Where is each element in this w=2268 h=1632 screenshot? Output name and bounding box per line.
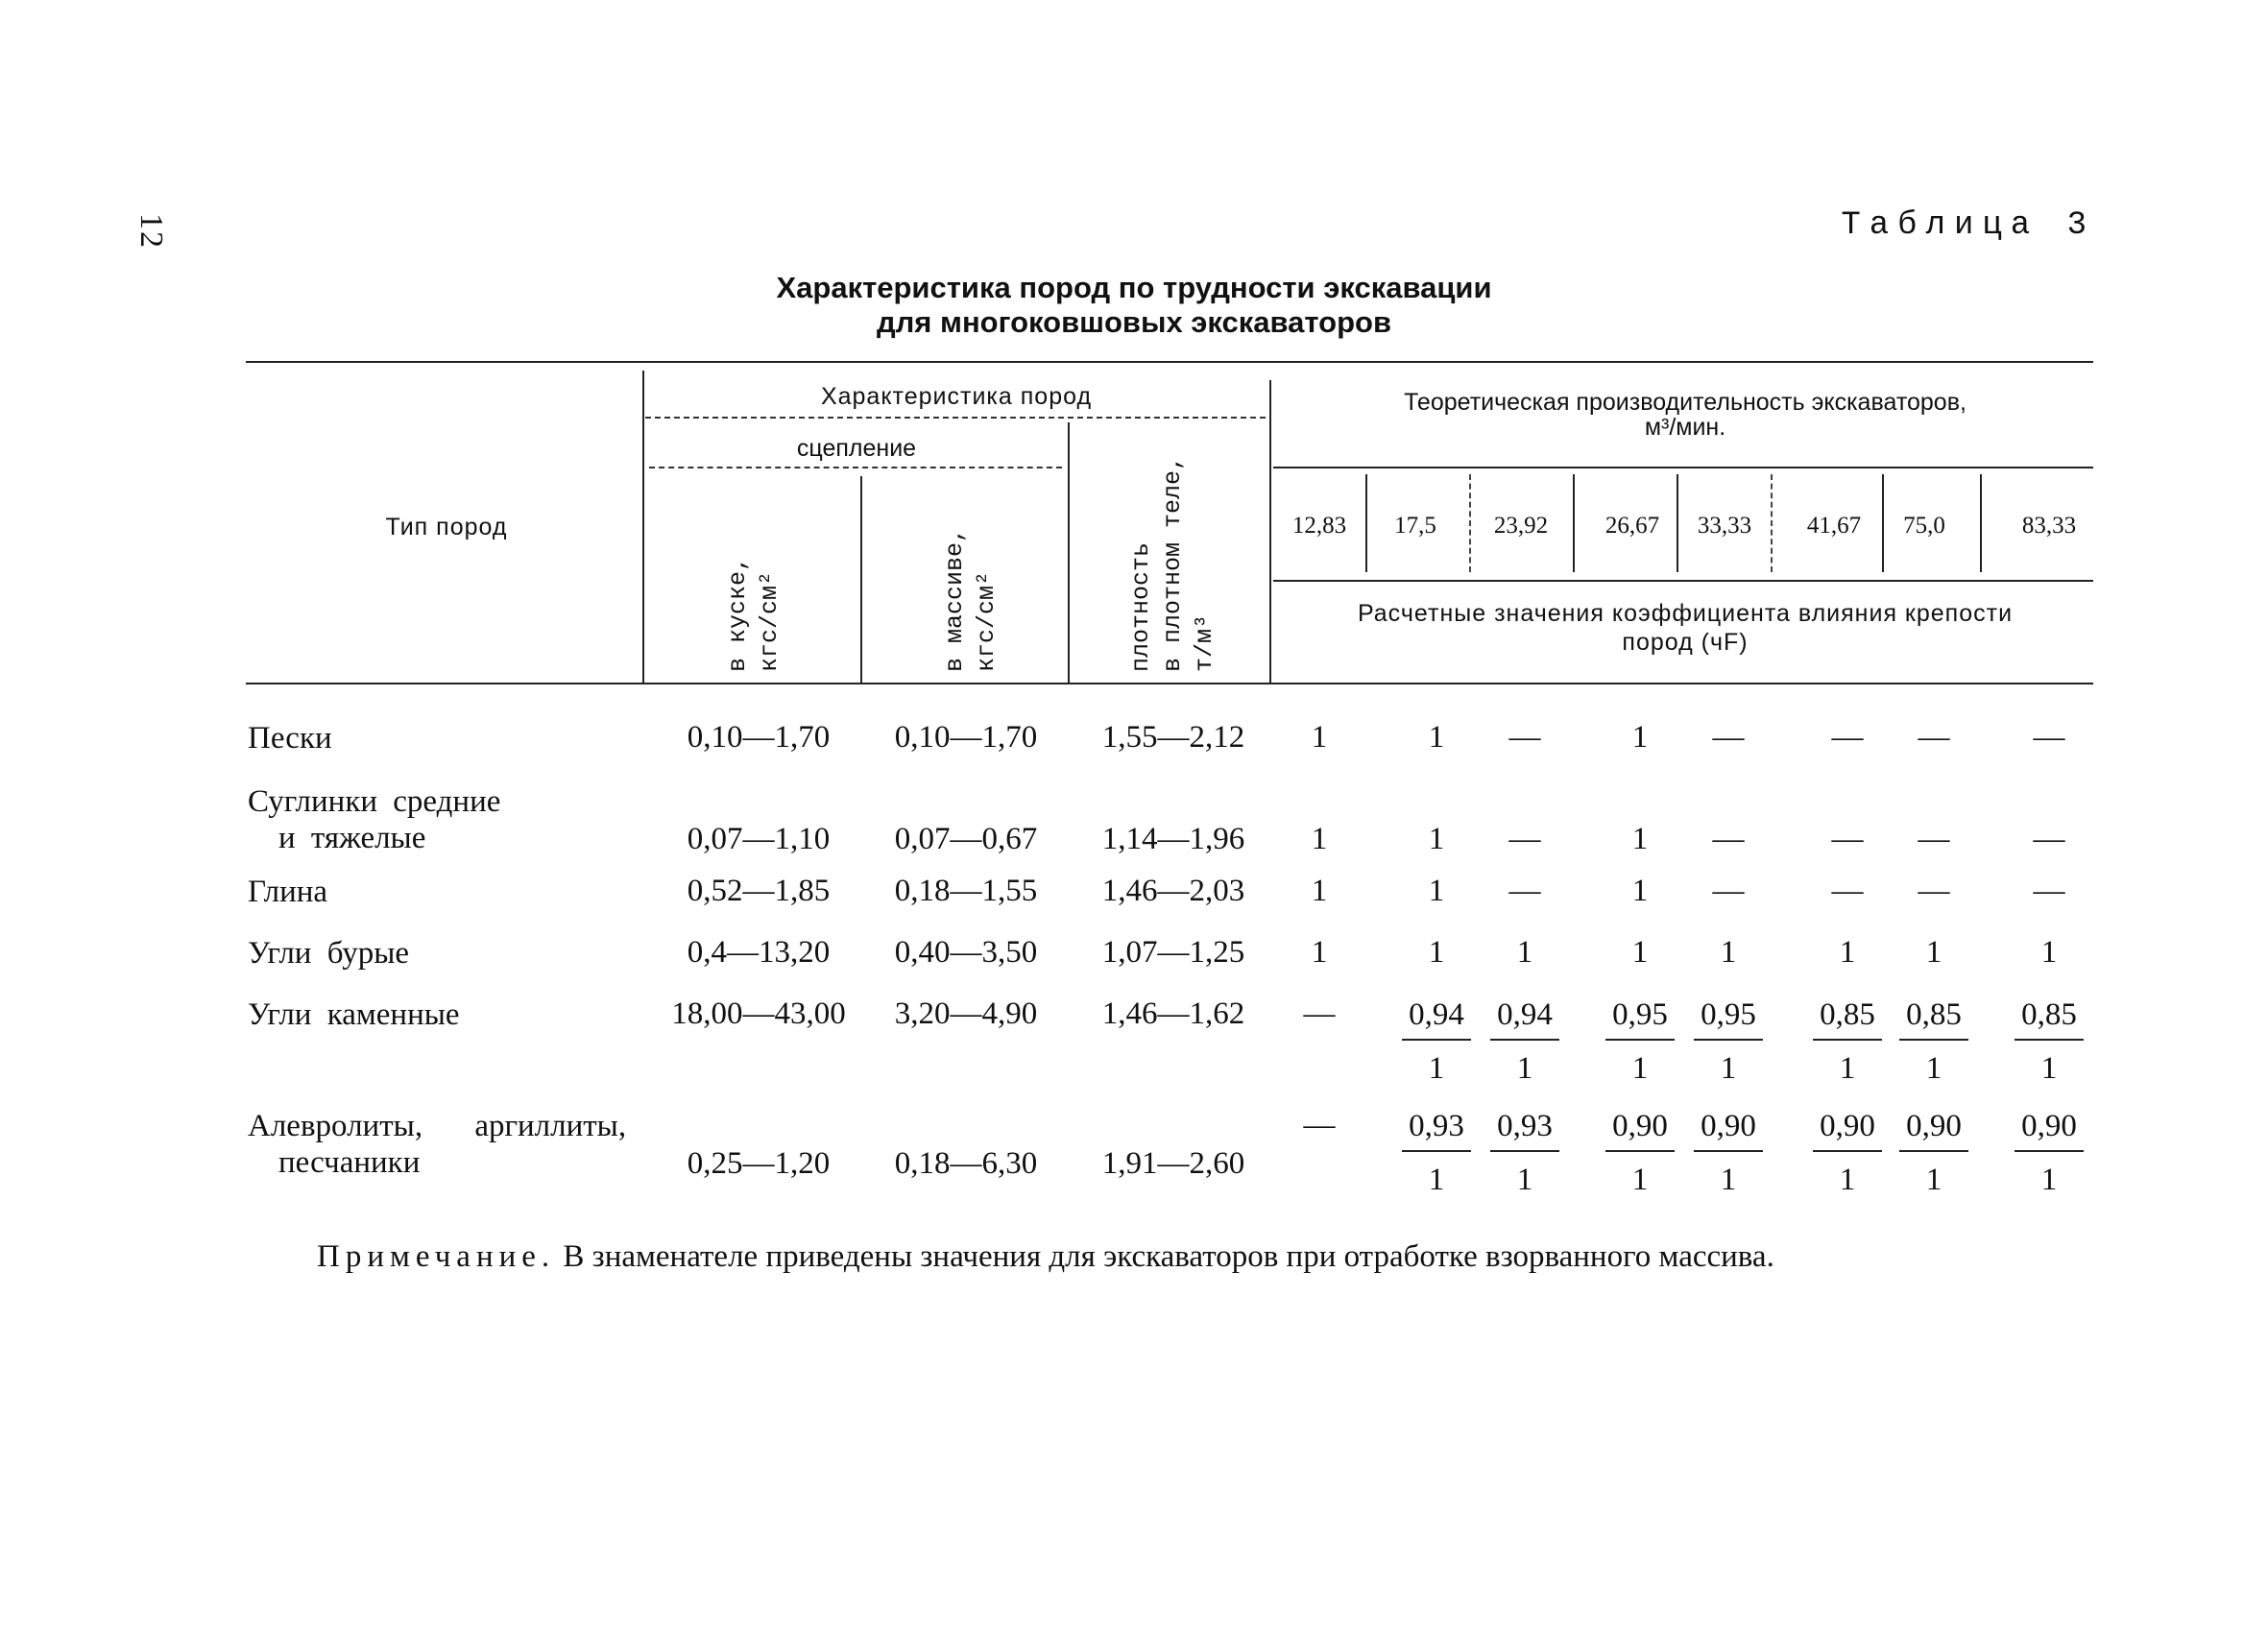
coefficient-value: 1 xyxy=(1631,720,1649,755)
fraction-denominator: 1 xyxy=(1720,1051,1737,1086)
rock-name: и тяжелые xyxy=(278,821,426,855)
productivity-value: 75,0 xyxy=(1903,513,1945,539)
fraction-denominator: 1 xyxy=(1925,1163,1942,1197)
cell-mass: 0,18—6,30 xyxy=(894,1146,1038,1181)
fraction-denominator: 1 xyxy=(1631,1051,1649,1086)
cell-density: 1,46—1,62 xyxy=(1101,996,1245,1031)
coefficient-fraction xyxy=(2001,996,2097,1087)
fraction-denominator: 1 xyxy=(1720,1163,1737,1197)
coefficient-value: — xyxy=(1508,720,1541,755)
coefficient-value: — xyxy=(1712,720,1745,755)
col-divider xyxy=(860,476,862,683)
coefficient-value: — xyxy=(1712,822,1745,856)
in-mass-header: в массиве, кгс/см² xyxy=(941,527,1001,672)
coefficient-value: 1 xyxy=(2040,935,2058,970)
coefficient-rule xyxy=(1273,580,2093,582)
rock-name: Глина xyxy=(248,875,328,909)
fraction-numerator: 0,90 xyxy=(2015,1108,2084,1152)
coefficient-value: 1 xyxy=(1925,935,1942,970)
fraction-numerator: 0,95 xyxy=(1605,996,1675,1041)
productivity-value: 23,92 xyxy=(1493,513,1549,539)
coefficient-value: 1 xyxy=(1839,935,1856,970)
coefficient-fraction xyxy=(1680,1108,1776,1198)
productivity-col-divider xyxy=(1365,474,1367,572)
coefficient-fraction xyxy=(1886,996,1982,1087)
coefficient-value: 1 xyxy=(1428,720,1445,755)
productivity-value: 17,5 xyxy=(1394,513,1436,539)
fraction-denominator: 1 xyxy=(1428,1051,1445,1086)
coefficient-value: 1 xyxy=(1311,720,1328,755)
coefficient-value: 1 xyxy=(1720,935,1737,970)
fraction-numerator: 0,90 xyxy=(1813,1108,1882,1152)
header-top-rule xyxy=(246,361,2093,363)
fraction-denominator: 1 xyxy=(2040,1051,2058,1086)
col-divider xyxy=(642,371,644,683)
coefficient-value: 1 xyxy=(1428,935,1445,970)
table-label: Таблица 3 xyxy=(1841,207,2095,244)
fraction-numerator: 0,93 xyxy=(1490,1108,1559,1152)
fraction-numerator: 0,90 xyxy=(1694,1108,1763,1152)
coefficient-fraction xyxy=(1388,1108,1484,1198)
coefficient-value: 1 xyxy=(1631,935,1649,970)
fraction-denominator: 1 xyxy=(1428,1163,1445,1197)
col-divider xyxy=(1068,422,1070,683)
fraction-denominator: 1 xyxy=(1839,1163,1856,1197)
productivity-rule xyxy=(1273,467,2093,468)
productivity-value: 83,33 xyxy=(2021,513,2077,539)
cell-density: 1,07—1,25 xyxy=(1101,935,1245,970)
coefficient-fraction xyxy=(1799,1108,1895,1198)
productivity-col-divider xyxy=(1573,474,1575,572)
coefficient-value: — xyxy=(1712,874,1745,908)
coefficient-fraction xyxy=(1388,996,1484,1087)
coefficient-value: — xyxy=(1831,822,1864,856)
in-lump-header: в куске, кгс/см² xyxy=(724,556,784,672)
coefficient-fraction xyxy=(1680,996,1776,1087)
coefficient-value: 1 xyxy=(1631,874,1649,908)
fraction-numerator: 0,85 xyxy=(1899,996,1968,1041)
note-text: В знаменателе приведены значения для экскаваторов при отработке взорванного массива. xyxy=(563,1239,1774,1274)
coefficient-header: Расчетные значения коэффициента влияния крепости пород (чF) xyxy=(1357,600,2014,656)
note-label: Примечание. xyxy=(317,1239,556,1274)
coefficient-fraction xyxy=(1799,996,1895,1087)
cell-lump: 0,4—13,20 xyxy=(687,935,831,970)
coefficient-value: — xyxy=(1508,874,1541,908)
productivity-col-divider xyxy=(1882,474,1884,572)
coefficient-value: 1 xyxy=(1311,874,1328,908)
cell-density: 1,55—2,12 xyxy=(1101,720,1245,755)
coefficient-value: 1 xyxy=(1428,822,1445,856)
cell-mass: 0,07—0,67 xyxy=(894,822,1038,856)
cell-mass: 3,20—4,90 xyxy=(894,996,1038,1031)
coefficient-fraction xyxy=(1886,1108,1982,1198)
rock-name: Суглинки средние xyxy=(248,784,501,819)
coefficient-value: 1 xyxy=(1631,822,1649,856)
coefficient-value: 1 xyxy=(1428,874,1445,908)
table-note xyxy=(317,1235,2103,1279)
coefficient-value: 1 xyxy=(1311,822,1328,856)
cell-density: 1,91—2,60 xyxy=(1101,1146,1245,1181)
coefficient-value: — xyxy=(1831,874,1864,908)
density-header: плотность в плотном теле, т/м³ xyxy=(1127,455,1218,672)
page-number: 12 xyxy=(133,213,169,250)
productivity-value: 41,67 xyxy=(1806,513,1862,539)
fraction-numerator: 0,90 xyxy=(1605,1108,1675,1152)
cell-density: 1,14—1,96 xyxy=(1101,822,1245,856)
fraction-denominator: 1 xyxy=(1631,1163,1649,1197)
fraction-denominator: 1 xyxy=(2040,1163,2058,1197)
rock-name: Угли каменные xyxy=(248,997,460,1032)
group-rule xyxy=(645,417,1266,419)
productivity-col-divider xyxy=(1980,474,1982,572)
cell-lump: 0,10—1,70 xyxy=(687,720,831,755)
cell-mass: 0,18—1,55 xyxy=(894,874,1038,908)
rock-type-header: Тип пород xyxy=(385,514,508,540)
productivity-header: Теоретическая производительность экскаваторов, м³/мин. xyxy=(1404,389,1966,441)
productivity-value: 33,33 xyxy=(1697,513,1752,539)
coefficient-fraction xyxy=(1477,1108,1573,1198)
fraction-denominator: 1 xyxy=(1516,1163,1533,1197)
coefficient-value: — xyxy=(1508,822,1541,856)
rock-name: песчаники xyxy=(278,1145,421,1180)
fraction-numerator: 0,93 xyxy=(1402,1108,1471,1152)
coefficient-value: — xyxy=(1918,822,1950,856)
table-title-line-2: для многоковшовых экскаваторов xyxy=(876,305,1392,339)
productivity-value: 12,83 xyxy=(1291,513,1347,539)
fraction-numerator: 0,85 xyxy=(1813,996,1882,1041)
coefficient-fraction xyxy=(1592,1108,1688,1198)
cell-density: 1,46—2,03 xyxy=(1101,874,1245,908)
header-bottom-rule xyxy=(246,683,2093,684)
cell-lump: 0,52—1,85 xyxy=(687,874,831,908)
coefficient-fraction xyxy=(1592,996,1688,1087)
cell-mass: 0,10—1,70 xyxy=(894,720,1038,755)
fraction-denominator: 1 xyxy=(1516,1051,1533,1086)
coefficient-value: — xyxy=(1303,996,1336,1031)
coefficient-value: 1 xyxy=(1516,935,1533,970)
rock-name: Пески xyxy=(248,721,332,756)
coefficient-value: — xyxy=(1918,874,1950,908)
productivity-value: 26,67 xyxy=(1604,513,1660,539)
fraction-numerator: 0,90 xyxy=(1899,1108,1968,1152)
coefficient-fraction xyxy=(1477,996,1573,1087)
cohesion-header: сцепление xyxy=(796,435,917,462)
productivity-col-divider xyxy=(1469,474,1471,572)
fraction-denominator: 1 xyxy=(1925,1051,1942,1086)
fraction-numerator: 0,85 xyxy=(2015,996,2084,1041)
coefficient-value: 1 xyxy=(1311,935,1328,970)
cohesion-rule xyxy=(649,467,1062,468)
coefficient-fraction xyxy=(2001,1108,2097,1198)
cell-mass: 0,40—3,50 xyxy=(894,935,1038,970)
coefficient-value: — xyxy=(2033,874,2065,908)
cell-lump: 0,25—1,20 xyxy=(687,1146,831,1181)
fraction-numerator: 0,94 xyxy=(1402,996,1471,1041)
rock-name: Алевролиты, аргиллиты, xyxy=(248,1109,627,1143)
coefficient-value: — xyxy=(2033,720,2065,755)
rock-characteristics-header: Характеристика пород xyxy=(820,383,1093,410)
fraction-numerator: 0,94 xyxy=(1490,996,1559,1041)
fraction-denominator: 1 xyxy=(1839,1051,1856,1086)
coefficient-value: — xyxy=(2033,822,2065,856)
coefficient-value: — xyxy=(1918,720,1950,755)
fraction-numerator: 0,95 xyxy=(1694,996,1763,1041)
productivity-col-divider xyxy=(1771,474,1773,572)
coefficient-value: — xyxy=(1831,720,1864,755)
cell-lump: 0,07—1,10 xyxy=(687,822,831,856)
rock-name: Угли бурые xyxy=(248,936,410,971)
cell-lump: 18,00—43,00 xyxy=(671,996,846,1031)
coefficient-value: — xyxy=(1303,1108,1336,1142)
productivity-col-divider xyxy=(1677,474,1678,572)
table-title-line-1: Характеристика пород по трудности экскавации xyxy=(776,271,1492,304)
